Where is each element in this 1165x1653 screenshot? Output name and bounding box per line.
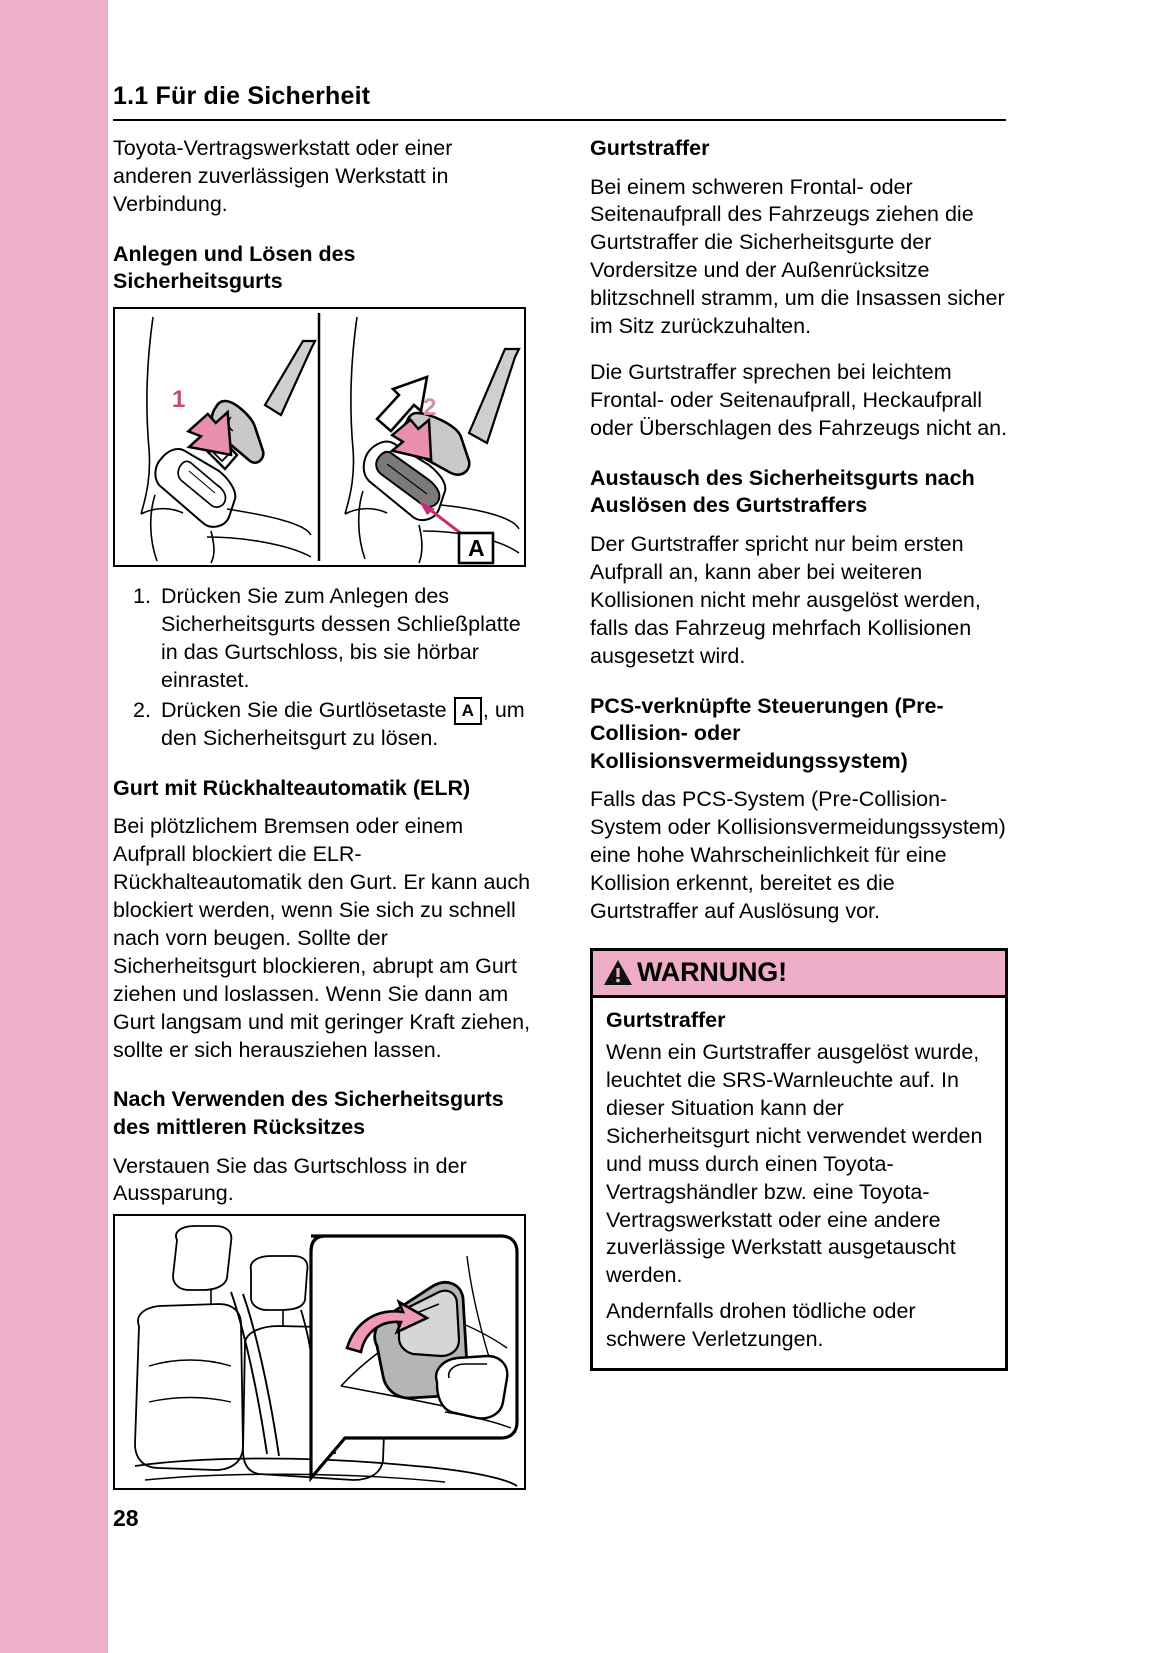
heading-elr: Gurt mit Rückhalteautomatik (ELR) [113,775,471,800]
svg-text:A: A [468,534,485,561]
figure-rear-seat-stowage [113,1214,526,1490]
heading-pretensioner: Gurtstraffer [590,136,710,160]
paragraph-pretensioner-2: Die Gurtstraffer sprechen bei leichtem Frontal- oder Seitenaufprall, Heckaufprall oder Überschlagen des Fahrzeugs nicht an. [590,360,1008,441]
page-title: 1.1 Für die Sicherheit [113,82,371,110]
inline-box-a: A [454,697,482,725]
heading-center-rear-belt: Nach Verwenden des Sicherheitsgurts des mittleren Rücksitzes [113,1087,504,1139]
header-rule [113,119,1006,121]
two-column-layout [108,135,1165,1506]
right-column [590,135,1008,1506]
paragraph-pcs-controls: Falls das PCS-System (Pre-Collision-System oder Kollisionsvermeidungssystem) eine hohe Wahrscheinlichkeit für eine Kollision erkennt, bereitet es die Gurtstraffer auf Auslösung vor. [590,787,1006,923]
warning-triangle-icon [603,959,633,986]
paragraph-elr: Bei plötzlichem Bremsen oder einem Aufprall blockiert die ELR-Rückhalteautomatik den Gurt. Er kann auch blockiert werden, wenn Sie sich zu schnell nach vorn beugen. Sollte der Sicherheitsgurt blockieren, abrupt am Gurt ziehen und loslassen. Wenn Sie dann am Gurt langsam und mit geringer Kraft ziehen, sollte er sich herausziehen lassen. [113,814,531,1062]
warning-header [593,951,1005,998]
warning-box [590,948,1008,1371]
callout-2: 2 [423,393,437,421]
paragraph-belt-replacement: Der Gurtstraffer spricht nur beim ersten Aufprall an, kann aber bei weiteren Kollisionen nicht mehr ausgelöst werden, falls das Fahrzeug mehrfach Kollisionen ausgesetzt wird. [590,531,981,668]
page-edge-tab [0,0,108,1653]
warning-subheading: Gurtstraffer [606,1007,726,1032]
heading-pcs-controls: PCS-verknüpfte Steuerungen (Pre-Collision- oder Kollisionsvermeidungssystem) [590,693,944,773]
paragraph-pretensioner-1: Bei einem schweren Frontal- oder Seitenaufprall des Fahrzeugs ziehen die Gurtstraffer die Sicherheitsgurte der Vordersitze und der Außenrücksitze blitzschnell stramm, um die Insassen sicher im Sitz zurückzuhalten. [590,174,1005,339]
warning-paragraph-2: Andernfalls drohen tödliche oder schwere Verletzungen. [606,1299,916,1352]
step-2-text-before: Drücken Sie die Gurtlösetaste [161,697,447,722]
page-header [113,82,1006,121]
intro-paragraph: Toyota-Vertragswerkstatt oder einer anderen zuverlässigen Werkstatt in Verbindung. [113,136,453,216]
warning-body [593,998,1005,1368]
callout-1: 1 [172,385,186,413]
manual-page [108,0,1165,1653]
warning-label: WARNUNG! [637,956,787,987]
page-number: 28 [113,1505,139,1531]
heading-belt-replacement: Austausch des Sicherheitsgurts nach Auslösen des Gurtstraffers [590,465,975,518]
paragraph-center-rear-belt: Verstauen Sie das Gurtschloss in der Aussparung. [113,1153,467,1206]
figure-seatbelt-buckle [113,307,526,567]
step-2-text-after: , um den Sicherheitsgurt zu lösen. [161,697,525,750]
heading-buckle: Anlegen und Lösen des Sicherheitsgurts [113,241,356,294]
left-column [113,135,531,1506]
warning-paragraph-1: Wenn ein Gurtstraffer ausgelöst wurde, leuchtet die SRS-Warnleuchte auf. In dieser Situation kann der Sicherheitsgurt nicht verwendet werden und muss durch einen Toyota-Vertragshändler bzw. eine Toyota-Vertragswerkstatt oder eine andere zuverlässige Werkstatt ausgetauscht werden. [606,1039,983,1288]
step-item-2 [113,697,531,753]
buckle-steps-list [113,583,531,753]
seatbelt-buckle-illustration [115,309,524,565]
step-item-1: Drücken Sie zum Anlegen des Sicherheitsgurts dessen Schließplatte in das Gurtschloss, bis sie hörbar einrastet. [161,583,521,692]
rear-seat-illustration [115,1216,524,1488]
